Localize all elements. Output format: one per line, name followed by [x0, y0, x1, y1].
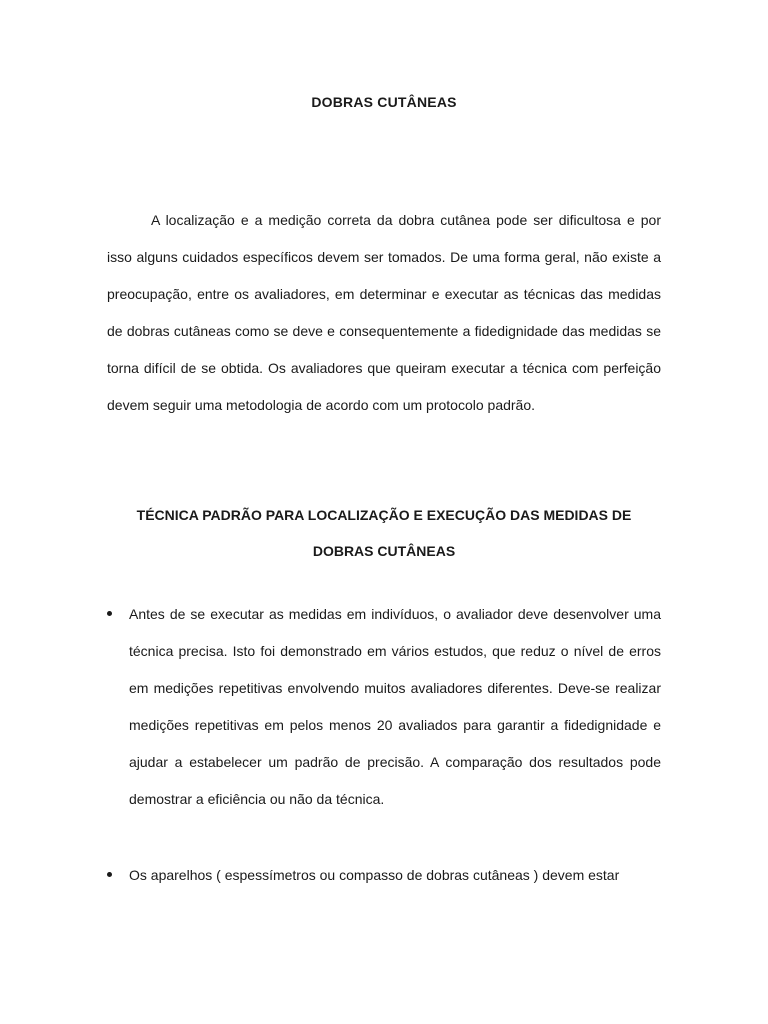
bullet-icon [107, 611, 112, 616]
list-item-text: Antes de se executar as medidas em indivíduos, o avaliador deve desenvolver uma técnica precisa. Isto foi demonstrado em vários estudos, que reduz o nível de erros em medições repetitivas envolvendo muitos avaliadores diferentes. Deve-se realizar medições repetitivas em pelos menos 20 avaliados para garantir a fidedignidade e ajudar a estabelecer um padrão de precisão. A comparação dos resultados pode demostrar a eficiência ou não da técnica. [129, 606, 661, 807]
intro-paragraph: A localização e a medição correta da dobra cutânea pode ser dificultosa e por isso alguns cuidados específicos devem ser tomados. De uma forma geral, não existe a preocupação, entre os avaliadores, em determinar e executar as técnicas das medidas de dobras cutâneas como se deve e consequentemente a fidedignidade das medidas se torna difícil de se obtida. Os avaliadores que queiram executar a técnica com perfeição devem seguir uma metodologia de acordo com um protocolo padrão. [107, 212, 661, 413]
bullet-icon [107, 872, 112, 877]
list-item-text: Os aparelhos ( espessímetros ou compasso de dobras cutâneas ) devem estar [129, 867, 620, 883]
list-item [107, 857, 661, 894]
section-title: TÉCNICA PADRÃO PARA LOCALIZAÇÃO E EXECUÇÃO DAS MEDIDAS DE DOBRAS CUTÂNEAS [136, 507, 632, 559]
page-title: DOBRAS CUTÂNEAS [311, 94, 457, 110]
list-item [107, 596, 661, 818]
